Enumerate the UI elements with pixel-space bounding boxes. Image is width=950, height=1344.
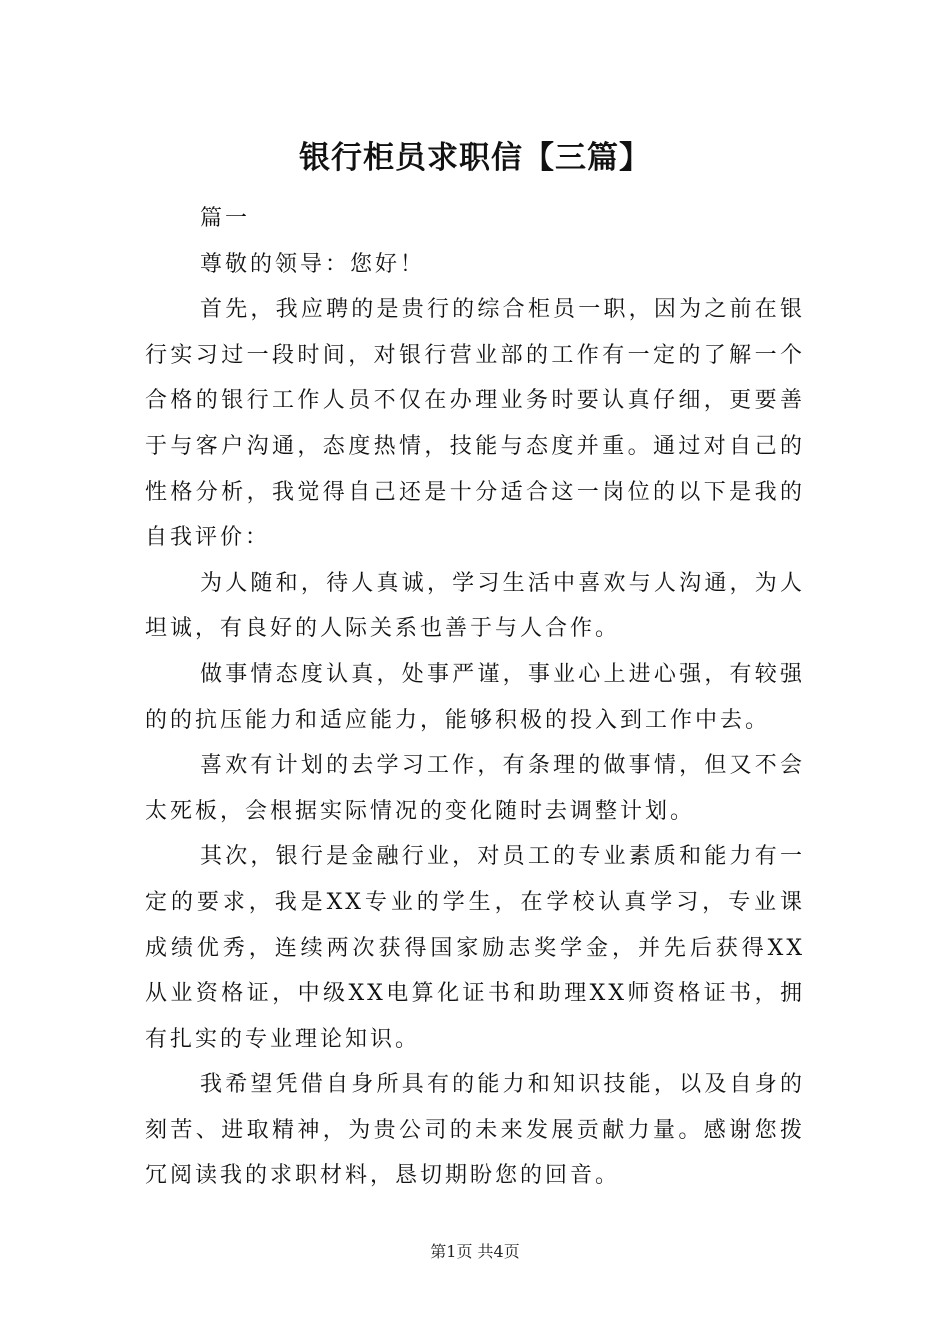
salutation: 尊敬的领导：您好！ (200, 251, 426, 277)
body-paragraph: 首先，我应聘的是贵行的综合柜员一职，因为之前在银行实习过一段时间，对银行营业部的工作有一定的了解一个合格的银行工作人员不仅在办理业务时要认真仔细，更要善于与客户沟通，态度热情，技能与态度并重。通过对自己的性格分析，我觉得自己还是十分适合这一岗位的以下是我的自我评价： (145, 297, 805, 551)
body-paragraph: 为人随和，待人真诚，学习生活中喜欢与人沟通，为人坦诚，有良好的人际关系也善于与人合作。 (145, 570, 805, 642)
document-title: 银行柜员求职信【三篇】 (299, 140, 651, 176)
page-number-footer: 第1页 共4页 (430, 1242, 520, 1261)
body-paragraph: 喜欢有计划的去学习工作，有条理的做事情，但又不会太死板，会根据实际情况的变化随时去调整计划。 (145, 753, 805, 824)
document-body (145, 196, 805, 1199)
section-heading: 篇一 (200, 206, 251, 231)
body-paragraph: 其次，银行是金融行业，对员工的专业素质和能力有一定的要求，我是XX专业的学生，在学校认真学习，专业课成绩优秀，连续两次获得国家励志奖学金，并先后获得XX从业资格证，中级XX电算化证书和助理XX师资格证书，拥有扎实的专业理论知识。 (145, 844, 805, 1052)
body-paragraph: 我希望凭借自身所具有的能力和知识技能，以及自身的刻苦、进取精神，为贵公司的未来发展贡献力量。感谢您拨冗阅读我的求职材料，恳切期盼您的回音。 (145, 1072, 805, 1189)
body-paragraph: 做事情态度认真，处事严谨，事业心上进心强，有较强的的抗压能力和适应能力，能够积极的投入到工作中去。 (145, 661, 805, 733)
